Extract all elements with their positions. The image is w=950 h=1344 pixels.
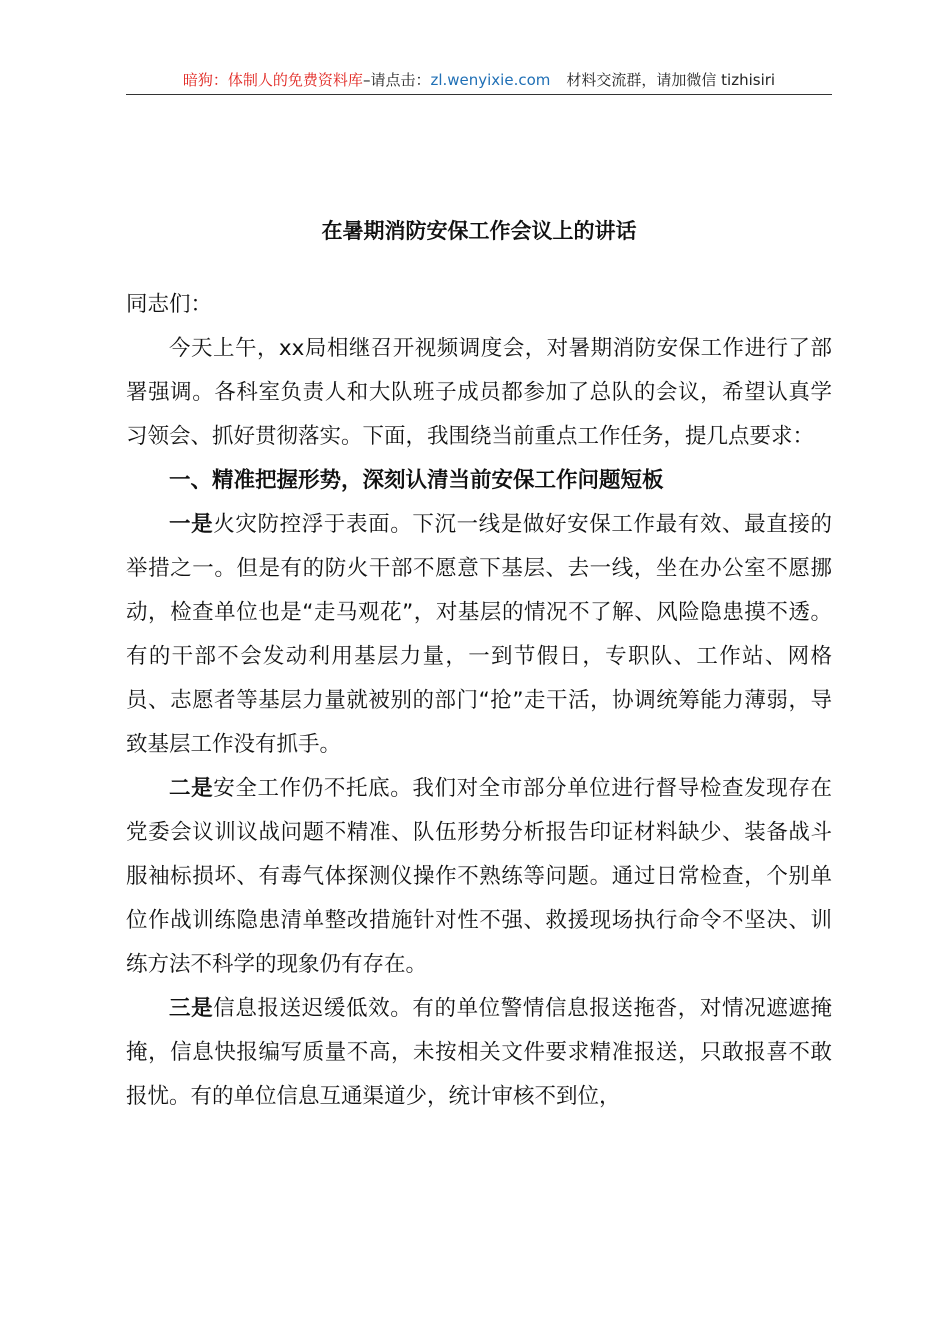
point-lead: 三是: [169, 996, 214, 1021]
intro-paragraph: 今天上午，xx局相继召开视频调度会，对暑期消防安保工作进行了部署强调。各科室负责人和大队班子成员都参加了总队的会议，希望认真学习领会、抓好贯彻落实。下面，我围绕当前重点工作任务，提几点要求：: [126, 336, 832, 449]
point-paragraph-3: [126, 987, 832, 1119]
salutation: 同志们：: [126, 292, 213, 317]
header-brand: 暗狗：体制人的免费资料库: [182, 71, 363, 89]
point-text: 安全工作仍不托底。我们对全市部分单位进行督导检查发现存在党委会议训议战问题不精准、队伍形势分析报告印证材料缺少、装备战斗服袖标损坏、有毒气体探测仪操作不熟练等问题。通过日常检查，个别单位作战训练隐患清单整改措施针对性不强、救援现场执行命令不坚决、训练方法不科学的现象仍有存在。: [126, 776, 832, 977]
point-paragraph-1: [126, 503, 832, 767]
page-header: [126, 70, 832, 95]
section-heading: 一、精准把握形势，深刻认清当前安保工作问题短板: [169, 468, 664, 493]
document-body: [126, 283, 832, 1119]
header-group-note: 材料交流群，请加微信 tizhisiri: [566, 71, 776, 89]
document-title: 在暑期消防安保工作会议上的讲话: [321, 219, 637, 243]
point-lead: 一是: [169, 512, 214, 537]
point-text: 信息报送迟缓低效。有的单位警情信息报送拖沓，对情况遮遮掩掩，信息快报编写质量不高，未按相关文件要求精准报送，只敢报喜不敢报忧。有的单位信息互通渠道少，统计审核不到位，: [126, 996, 832, 1109]
header-click-prompt: –请点击：: [362, 71, 431, 89]
point-lead: 二是: [169, 776, 214, 801]
point-paragraph-2: [126, 767, 832, 987]
header-url-link[interactable]: zl.wenyixie.com: [430, 71, 551, 89]
point-text: 火灾防控浮于表面。下沉一线是做好安保工作最有效、最直接的举措之一。但是有的防火干部不愿意下基层、去一线，坐在办公室不愿挪动，检查单位也是“走马观花”，对基层的情况不了解、风险隐患摸不透。有的干部不会发动利用基层力量，一到节假日，专职队、工作站、网格员、志愿者等基层力量就被别的部门“抢”走干活，协调统筹能力薄弱，导致基层工作没有抓手。: [126, 512, 832, 757]
